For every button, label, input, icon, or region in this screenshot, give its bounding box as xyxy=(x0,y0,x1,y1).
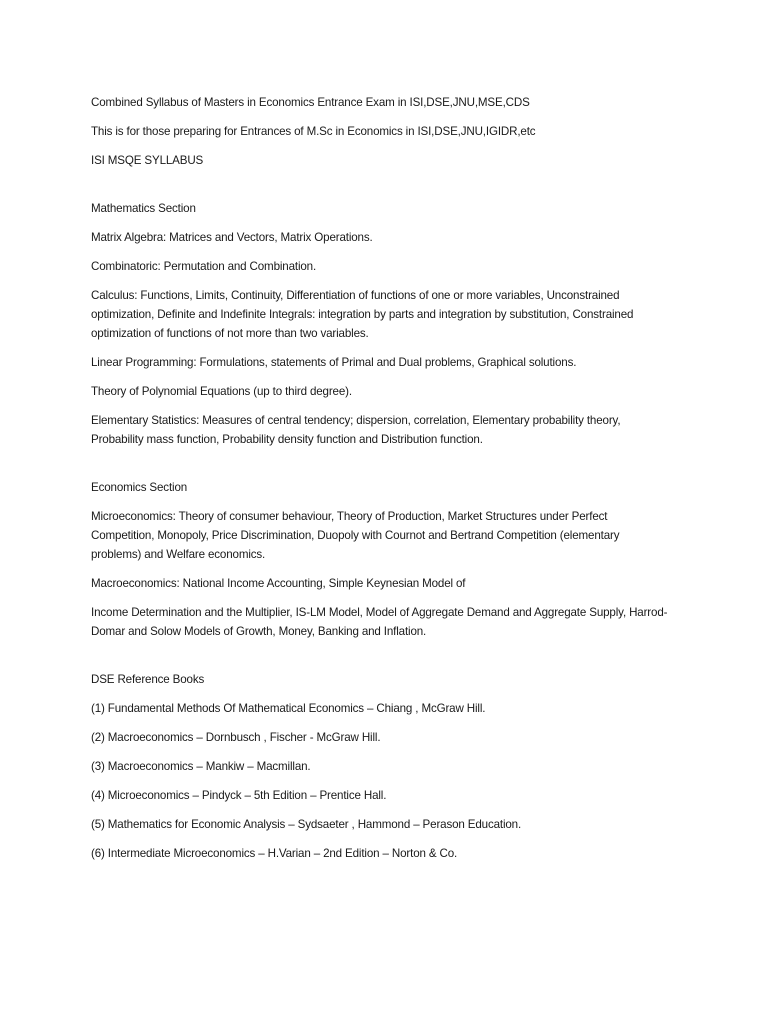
syllabus-heading: ISI MSQE SYLLABUS xyxy=(91,154,204,167)
dse-book-item: (4) Microeconomics – Pindyck – 5th Edition – Prentice Hall. xyxy=(91,789,387,802)
document-title: Combined Syllabus of Masters in Economics Entrance Exam in ISI,DSE,JNU,MSE,CDS xyxy=(91,96,530,109)
dse-books-heading: DSE Reference Books xyxy=(91,673,205,686)
econ-item-macroeconomics-continued: Income Determination and the Multiplier, IS-LM Model, Model of Aggregate Demand and Aggregate Supply, Harrod-Domar and Solow Models of Growth, Money, Banking and Inflation. xyxy=(91,606,668,638)
dse-book-item: (3) Macroeconomics – Mankiw – Macmillan. xyxy=(91,760,311,773)
dse-book-item: (1) Fundamental Methods Of Mathematical Economics – Chiang , McGraw Hill. xyxy=(91,702,486,715)
math-section-heading: Mathematics Section xyxy=(91,202,196,215)
econ-item-macroeconomics: Macroeconomics: National Income Accounting, Simple Keynesian Model of xyxy=(91,577,466,590)
dse-book-item: (5) Mathematics for Economic Analysis – Sydsaeter , Hammond – Perason Education. xyxy=(91,818,522,831)
dse-book-item: (6) Intermediate Microeconomics – H.Varian – 2nd Edition – Norton & Co. xyxy=(91,847,458,860)
econ-item-microeconomics: Microeconomics: Theory of consumer behaviour, Theory of Production, Market Structures under Perfect Competition, Monopoly, Price Discrimination, Duopoly with Cournot and Bertrand Competition (elementary problems) and Welfare economics. xyxy=(91,510,620,561)
document-body xyxy=(91,93,671,863)
math-item-combinatoric: Combinatoric: Permutation and Combination. xyxy=(91,260,317,273)
math-item-elementary-statistics: Elementary Statistics: Measures of central tendency; dispersion, correlation, Elementary probability theory, Probability mass function, Probability density function and Distribution function. xyxy=(91,414,621,446)
math-item-calculus: Calculus: Functions, Limits, Continuity, Differentiation of functions of one or more variables, Unconstrained optimization, Definite and Indefinite Integrals: integration by parts and integration by substitution, Constrained optimization of functions of not more than two variables. xyxy=(91,289,634,340)
math-item-polynomial-equations: Theory of Polynomial Equations (up to third degree). xyxy=(91,385,352,398)
intro-text: This is for those preparing for Entrances of M.Sc in Economics in ISI,DSE,JNU,IGIDR,etc xyxy=(91,125,536,138)
econ-section-heading: Economics Section xyxy=(91,481,188,494)
math-item-matrix-algebra: Matrix Algebra: Matrices and Vectors, Matrix Operations. xyxy=(91,231,373,244)
math-item-linear-programming: Linear Programming: Formulations, statements of Primal and Dual problems, Graphical solutions. xyxy=(91,356,577,369)
dse-book-item: (2) Macroeconomics – Dornbusch , Fischer - McGraw Hill. xyxy=(91,731,381,744)
